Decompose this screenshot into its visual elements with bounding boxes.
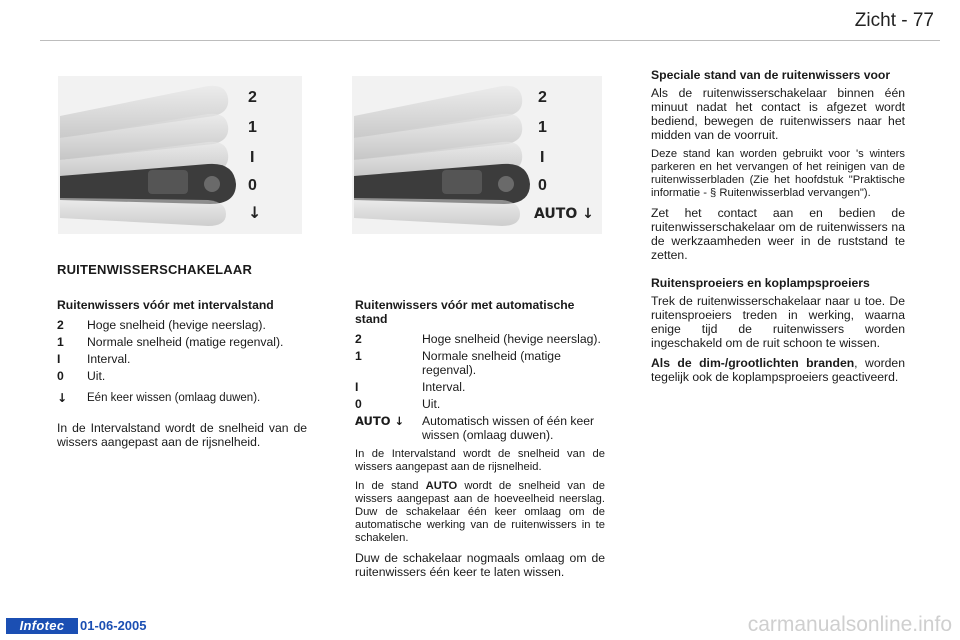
- right-heading-1: Speciale stand van de ruitenwissers voor: [651, 68, 891, 82]
- position-label-1: 1: [538, 119, 547, 136]
- left-heading: Ruitenwissers vóór met intervalstand: [57, 298, 274, 312]
- infotec-logo: Infotec: [6, 618, 78, 634]
- watermark: carmanualsonline.info: [747, 613, 952, 636]
- section-title: RUITENWISSERSCHAKELAAR: [57, 262, 253, 277]
- position-label-0: 0: [538, 177, 547, 194]
- right-column: [651, 68, 905, 390]
- left-paragraph: In de Intervalstand wordt de snelheid van de wissers aangepast aan de rijsnelheid.: [57, 421, 307, 449]
- stalk-ghost-down: [354, 198, 520, 226]
- middle-column: [355, 298, 605, 585]
- wiper-stalk-illustration-interval: [58, 76, 302, 234]
- position-label-2: 2: [248, 89, 257, 106]
- middle-paragraph-1: In de Intervalstand wordt de snelheid van de wissers aangepast aan de rijsnelheid.: [355, 448, 605, 473]
- right-paragraph-1: Als de ruitenwisserschakelaar binnen één minuut nadat het contact is afgezet wordt bediend, bewegen de ruitenwissers naar het midden van de voorruit.: [651, 86, 905, 142]
- list-item: 1 Normale snelheid (matige regenval).: [355, 349, 561, 377]
- list-item: I Interval.: [355, 380, 466, 394]
- right-paragraph-2: Deze stand kan worden gebruikt voor 's winters parkeren en het vervangen of het reinigen van de ruitenwisserbladen (Zie het hoofdstuk "Praktische informatie - § Ruitenwisserblad vervangen").: [651, 148, 905, 199]
- middle-paragraph-2: In de stand AUTO wordt de snelheid van de wissers aangepast aan de hoeveelheid neerslag. Duw de schakelaar één keer omlaag om de automatische werking van de ruitenwissers in te schakelen.: [355, 480, 606, 544]
- list-item: 2 Hoge snelheid (hevige neerslag).: [57, 318, 266, 332]
- position-label-2: 2: [538, 89, 547, 106]
- list-item: AUTO ↓ Automatisch wissen of één keer wissen (omlaag duwen).: [355, 414, 595, 442]
- page-title: Zicht - 77: [854, 10, 934, 31]
- position-label-1: 1: [248, 119, 257, 136]
- list-item: I Interval.: [57, 352, 131, 366]
- right-paragraph-4: Trek de ruitenwisserschakelaar naar u toe. De ruitensproeiers treden in werking, waarna enige tijd de ruitenwissers worden ingeschakeld om de ruit schoon te wissen.: [651, 294, 905, 350]
- list-item: ↓ Eén keer wissen (omlaag duwen).: [57, 391, 261, 405]
- list-item: 0 Uit.: [57, 369, 106, 383]
- footer-date: 01-06-2005: [80, 618, 147, 633]
- position-label-i: I: [250, 149, 255, 166]
- header-divider: [40, 40, 940, 41]
- position-label-i: I: [540, 149, 545, 166]
- middle-heading: Ruitenwissers vóór met automatische stand: [355, 298, 575, 326]
- position-label-auto: AUTO ↓: [534, 206, 594, 222]
- wiper-stalk-illustration-auto: [352, 76, 602, 234]
- left-column: [57, 298, 307, 455]
- right-heading-2: Ruitensproeiers en koplampsproeiers: [651, 276, 870, 290]
- list-item: 0 Uit.: [355, 397, 441, 411]
- position-label-0: 0: [248, 177, 257, 194]
- position-label-down: ↓: [248, 203, 262, 222]
- stalk-ghost-down: [60, 198, 226, 226]
- list-item: 1 Normale snelheid (matige regenval).: [57, 335, 284, 349]
- middle-paragraph-3: Duw de schakelaar nogmaals omlaag om de ruitenwissers één keer te laten wissen.: [355, 551, 605, 579]
- right-paragraph-3: Zet het contact aan en bedien de ruitenwisserschakelaar om de ruitenwissers na de werkzaamheden weer in de ruststand te zetten.: [651, 206, 905, 262]
- right-paragraph-5: Als de dim-/grootlichten branden, worden tegelijk ook de koplampsproeiers geactiveerd.: [651, 356, 905, 384]
- list-item: 2 Hoge snelheid (hevige neerslag).: [355, 332, 601, 346]
